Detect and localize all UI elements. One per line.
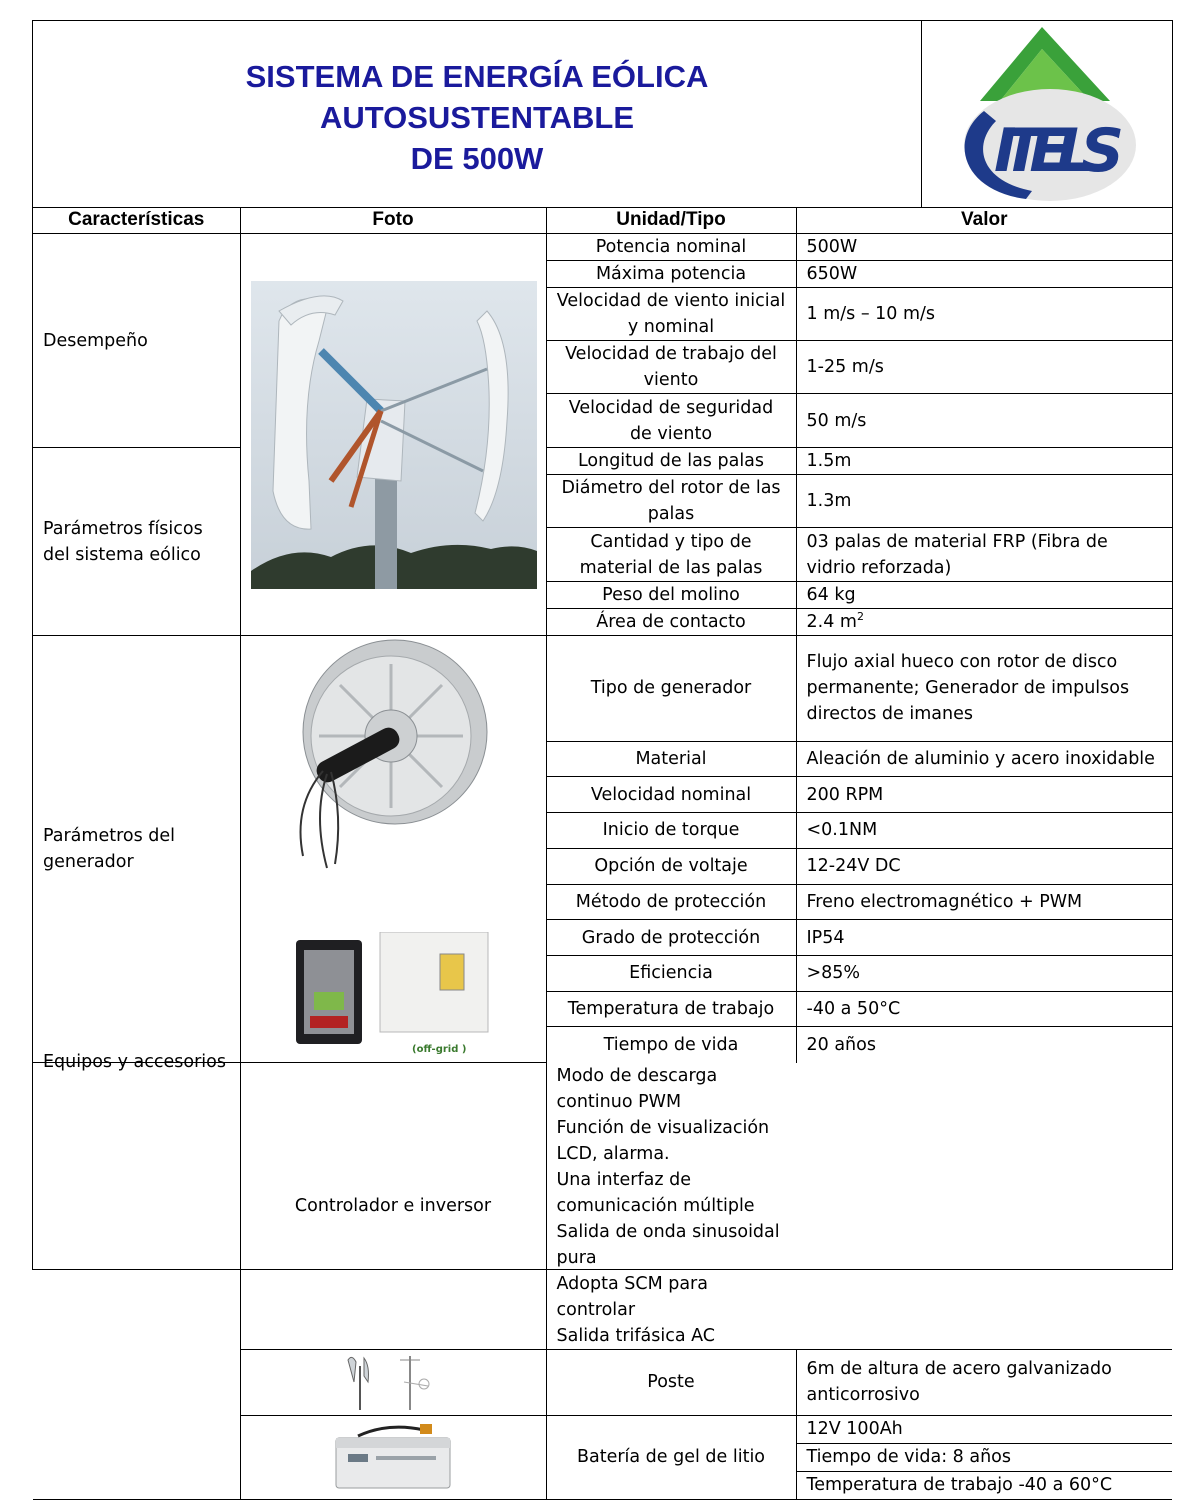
header <box>33 21 1172 208</box>
cell-value-line: 6m de altura de acero galvanizado <box>806 1359 1112 1379</box>
cell-value-line: Modo de descarga continuo PWM <box>556 1065 718 1112</box>
cell-unit-line: Velocidad de viento inicial <box>556 291 786 311</box>
cell-unit: Longitud de las palas <box>546 448 796 475</box>
cell-unit: Temperatura de trabajo <box>546 991 796 1027</box>
category-line: Parámetros del <box>43 826 176 846</box>
category-line: generador <box>43 852 134 872</box>
photo-turbine <box>240 234 546 636</box>
cell-value: 1.3m <box>796 475 1172 528</box>
cell-unit: Velocidad nominal <box>546 777 796 813</box>
area-value: 2.4 m <box>806 612 857 632</box>
cell-value: 1-25 m/s <box>796 341 1172 394</box>
photo-pole <box>240 1349 546 1415</box>
cell-unit: Grado de protección <box>546 920 796 956</box>
logo <box>922 21 1172 207</box>
cell-value <box>796 1415 1172 1499</box>
cell-value: 50 m/s <box>796 394 1172 448</box>
cell-unit: Eficiencia <box>546 955 796 991</box>
cell-unit-line: Velocidad de trabajo del <box>565 344 777 364</box>
category-generador <box>33 636 240 1063</box>
cell-value: 500W <box>796 234 1172 261</box>
title-line-2: AUTOSUSTENTABLE <box>319 100 635 135</box>
cell-value-line: Temperatura de trabajo -40 a 60°C <box>806 1474 1113 1495</box>
cell-value: 20 años <box>796 1027 1172 1063</box>
cell-value: 12-24V DC <box>796 848 1172 884</box>
cell-value-line: permanente; Generador de impulsos <box>806 678 1130 699</box>
cell-value: -40 a 50°C <box>796 991 1172 1027</box>
cell-value <box>796 1349 1172 1415</box>
cell-unit: Área de contacto <box>546 609 796 636</box>
cell-unit: Método de protección <box>546 884 796 920</box>
table-row <box>33 234 1172 261</box>
cell-value: IP54 <box>796 920 1172 956</box>
cell-unit-line: viento <box>643 370 699 390</box>
cell-value <box>546 1063 796 1350</box>
cell-unit: Máxima potencia <box>546 261 796 288</box>
category-line: Equipos y accesorios <box>43 1052 226 1072</box>
cell-unit: Opción de voltaje <box>546 848 796 884</box>
cell-unit: Inicio de torque <box>546 813 796 849</box>
photo-battery <box>240 1415 546 1499</box>
cell-value-line: Salida de onda sinusoidal pura <box>556 1221 780 1268</box>
cell-unit-line: y nominal <box>627 317 715 337</box>
cell-value <box>796 609 1172 636</box>
cell-unit: Material <box>546 741 796 777</box>
cell-unit: Tiempo de vida <box>546 1027 796 1063</box>
photo-generator <box>240 636 546 1063</box>
table-row <box>33 1063 1172 1350</box>
logo-text: ITELS <box>994 116 1124 186</box>
table-row <box>33 636 1172 742</box>
cell-value-line: anticorrosivo <box>806 1385 920 1405</box>
cell-value <box>796 528 1172 582</box>
category-equipos <box>33 1052 240 1500</box>
cell-value-line: Función de visualización LCD, alarma. <box>556 1117 770 1164</box>
cell-value-line: Salida trifásica AC <box>556 1325 716 1346</box>
cell-value: Freno electromagnético + PWM <box>796 884 1172 920</box>
cell-unit <box>546 288 796 341</box>
cell-unit: Potencia nominal <box>546 234 796 261</box>
cell-unit: Peso del molino <box>546 582 796 609</box>
cell-unit <box>546 528 796 582</box>
cell-value: 1.5m <box>796 448 1172 475</box>
cell-value: 650W <box>796 261 1172 288</box>
col-caracteristicas: Características <box>33 207 240 234</box>
title-box <box>33 21 922 207</box>
col-foto: Foto <box>240 207 546 234</box>
table-row <box>33 448 1172 475</box>
cell-unit <box>546 394 796 448</box>
spec-table <box>33 207 1172 1500</box>
cell-value: <0.1NM <box>796 813 1172 849</box>
cell-value-line: vidrio reforzada) <box>806 557 952 578</box>
cell-value-line: 03 palas de material FRP (Fibra de <box>806 531 1108 552</box>
category-line: Parámetros físicos <box>43 518 203 539</box>
cell-unit-line: de viento <box>629 423 713 444</box>
cell-value-line: directos de imanes <box>806 704 973 725</box>
area-exponent: 2 <box>856 610 864 624</box>
cell-value <box>796 636 1172 742</box>
category-line: del sistema eólico <box>43 544 201 565</box>
cell-value: 64 kg <box>796 582 1172 609</box>
cell-unit-line: Cantidad y tipo de <box>590 531 752 552</box>
cell-value-line: 12V 100Ah <box>797 1416 1173 1444</box>
col-valor: Valor <box>796 207 1172 234</box>
cell-unit-line: material de las palas <box>579 557 763 578</box>
cell-unit: Poste <box>546 1349 796 1415</box>
cell-unit <box>546 341 796 394</box>
cell-value-line: Tiempo de vida: 8 años <box>797 1444 1173 1472</box>
table-header-row <box>33 207 1172 234</box>
cell-unit: Batería de gel de litio <box>546 1415 796 1499</box>
cell-unit-line: Diámetro del rotor de las <box>561 478 781 498</box>
title-line-3: DE 500W <box>410 141 544 176</box>
cell-value: Aleación de aluminio y acero inoxidable <box>796 741 1172 777</box>
category-desempeno: Desempeño <box>33 234 240 448</box>
spec-sheet <box>32 20 1173 1495</box>
cell-value-line: Adopta SCM para controlar <box>556 1273 708 1320</box>
cell-unit: Controlador e inversor <box>240 1063 546 1350</box>
cell-value: 1 m/s – 10 m/s <box>796 288 1172 341</box>
cell-value-line: Una interfaz de comunicación múltiple <box>556 1169 755 1216</box>
category-fisicos <box>33 448 240 636</box>
cell-value: >85% <box>796 955 1172 991</box>
cell-unit <box>546 475 796 528</box>
controller-caption: (off-grid ) <box>412 1044 467 1055</box>
cell-value: 200 RPM <box>796 777 1172 813</box>
cell-unit-line: palas <box>647 504 695 524</box>
cell-value-line: Flujo axial hueco con rotor de disco <box>806 652 1118 673</box>
cell-unit-line: Velocidad de seguridad <box>568 397 774 418</box>
col-unidad: Unidad/Tipo <box>546 207 796 234</box>
cell-unit: Tipo de generador <box>546 636 796 742</box>
title-line-1: SISTEMA DE ENERGÍA EÓLICA <box>245 59 709 94</box>
